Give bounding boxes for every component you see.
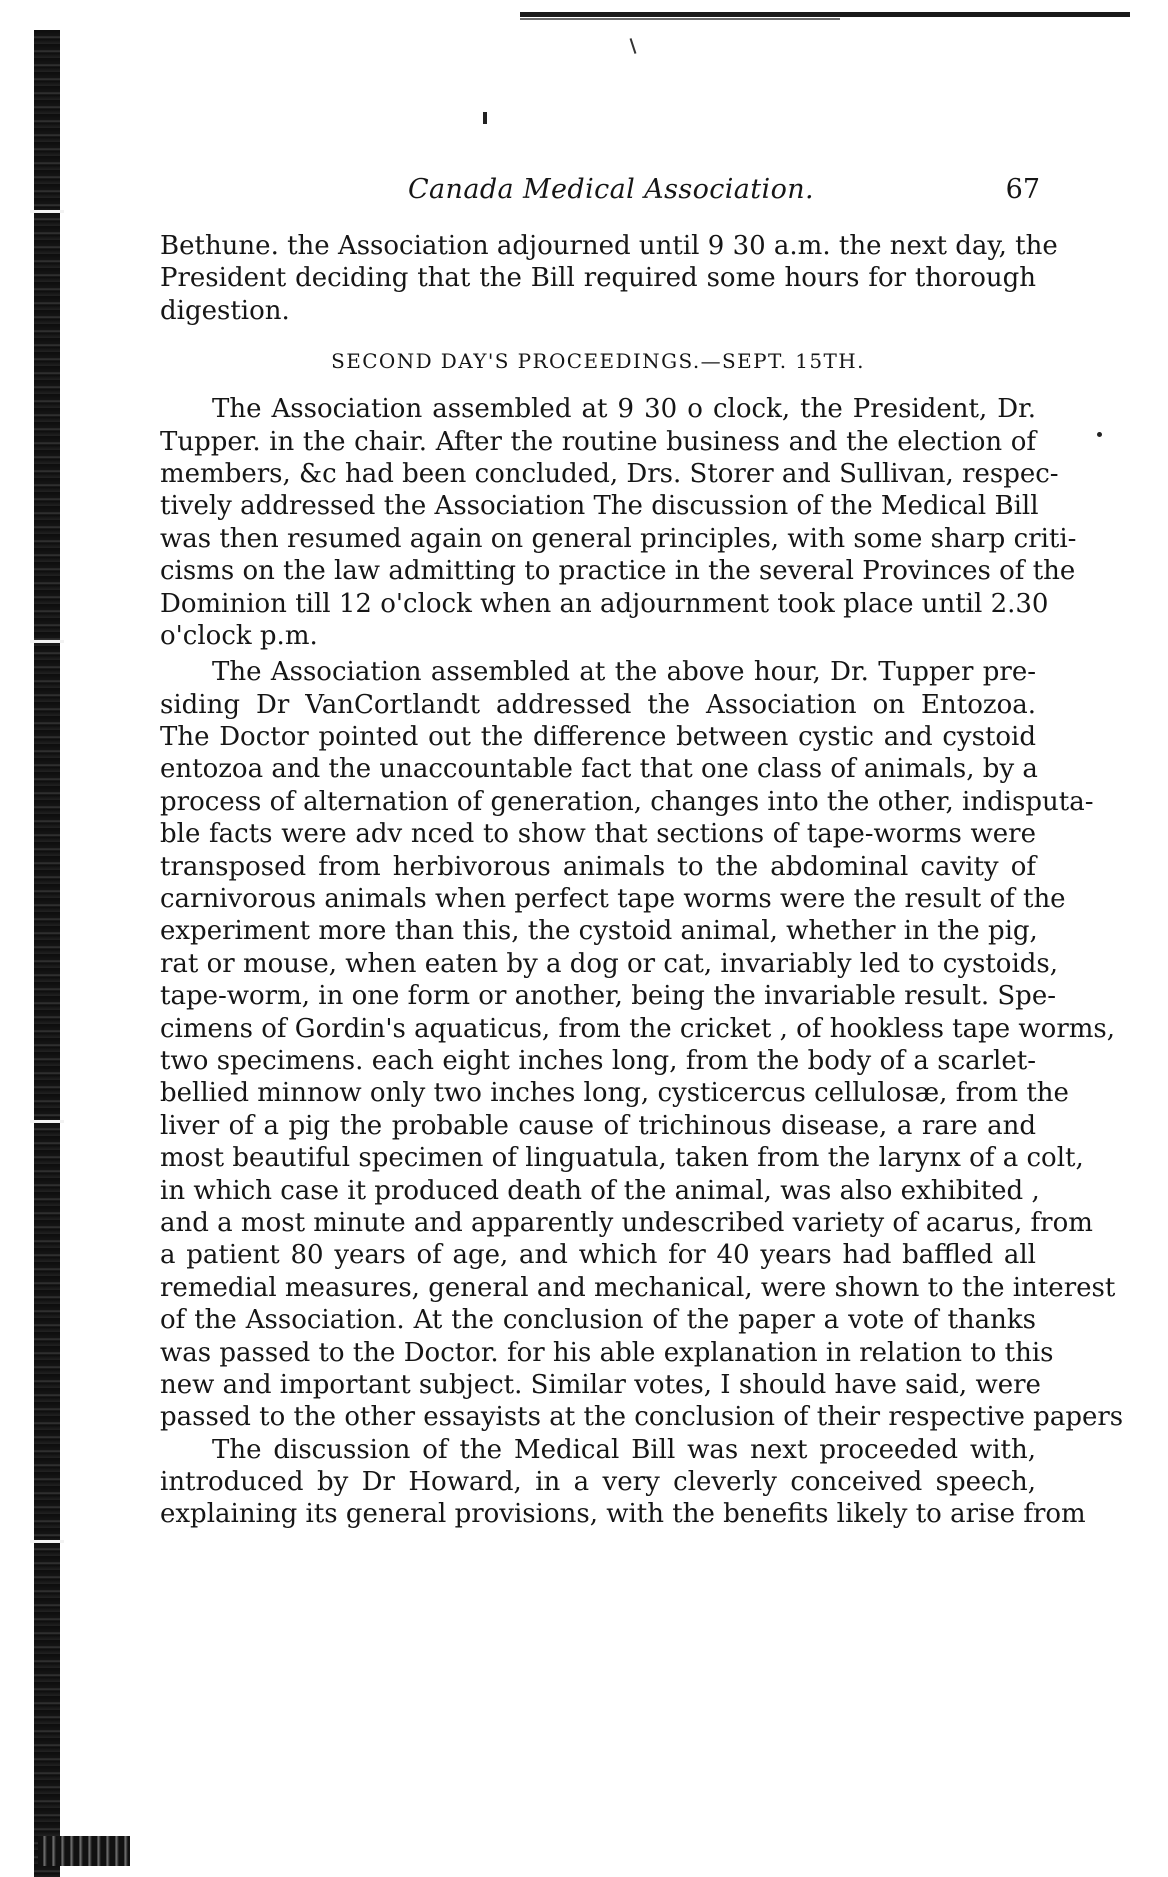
text-line: o'clock p.m. xyxy=(160,620,318,651)
body-text xyxy=(160,230,1124,1531)
running-head xyxy=(160,174,1040,214)
text-line: Bethune. the Association adjourned until 9 30 a.m. the next day, the xyxy=(160,231,1058,261)
text-line: was then resumed again on general principles, with some sharp criti- xyxy=(160,523,1077,554)
text-line: experiment more than this, the cystoid animal, whether in the pig, xyxy=(160,916,1038,947)
text-line: two specimens. each eight inches long, from the body of a scarlet- xyxy=(160,1045,1036,1076)
scan-smudge xyxy=(520,18,840,20)
text-line: digestion. xyxy=(160,295,290,326)
text-line: passed to the other essayists at the conclusion of their respective papers xyxy=(160,1402,1124,1433)
text-line: most beautiful specimen of linguatula, taken from the larynx of a colt, xyxy=(160,1143,1084,1174)
text-line: cimens of Gordin's aquaticus, from the cricket , of hookless tape worms, xyxy=(160,1013,1116,1044)
text-line: tively addressed the Association The discussion of the Medical Bill xyxy=(160,491,1039,522)
text-line: explaining its general provisions, with the benefits likely to arise from xyxy=(160,1499,1086,1530)
paragraph xyxy=(160,393,1077,652)
text-line: liver of a pig the probable cause of trichinous disease, a rare and xyxy=(160,1110,1036,1141)
binding-edge xyxy=(34,30,60,1877)
paragraph xyxy=(160,656,1124,1433)
text-line: introduced by Dr Howard, in a very cleverly conceived speech, xyxy=(160,1467,1036,1498)
text-line: The Association assembled at the above hour, Dr. Tupper pre- xyxy=(212,657,1036,688)
binding-foot xyxy=(38,1836,130,1866)
text-line: ble facts were adv nced to show that sections of tape-worms were xyxy=(160,819,1036,850)
scan-mark xyxy=(483,112,487,124)
section-heading: SECOND DAY'S PROCEEDINGS.—SEPT. 15TH. xyxy=(331,349,865,374)
text-line: cisms on the law admitting to practice in the several Provinces of the xyxy=(160,556,1076,587)
scan-mark xyxy=(630,38,637,54)
text-line: rat or mouse, when eaten by a dog or cat, invariably led to cystoids, xyxy=(160,948,1059,979)
text-line: Dominion till 12 o'clock when an adjournment took place until 2.30 xyxy=(160,588,1049,619)
text-line: entozoa and the unaccountable fact that one class of animals, by a xyxy=(160,754,1038,785)
binding-speck xyxy=(30,210,64,213)
text-line: bellied minnow only two inches long, cysticercus cellulosæ, from the xyxy=(160,1078,1069,1109)
paragraph xyxy=(160,230,1058,327)
text-line: new and important subject. Similar votes, I should have said, were xyxy=(160,1369,1041,1400)
text-line: The Association assembled at 9 30 o clock, the President, Dr. xyxy=(212,394,1036,425)
binding-speck xyxy=(30,1120,64,1123)
text-line: The discussion of the Medical Bill was next proceeded with, xyxy=(212,1434,1036,1465)
text-line: carnivorous animals when perfect tape worms were the result of the xyxy=(160,884,1066,915)
binding-speck xyxy=(30,640,64,643)
paragraph xyxy=(160,1434,1086,1531)
text-line: a patient 80 years of age, and which for 40 years had baffled all xyxy=(160,1240,1036,1271)
text-line: Tupper. in the chair. After the routine business and the election of xyxy=(160,426,1036,457)
binding-speck xyxy=(30,1540,64,1543)
text-line: The Doctor pointed out the difference between cystic and cystoid xyxy=(160,722,1036,753)
text-line: siding Dr VanCortlandt addressed the Association on Entozoa. xyxy=(160,689,1036,720)
text-line: of the Association. At the conclusion of the paper a vote of thanks xyxy=(160,1305,1036,1336)
scan-mark xyxy=(1097,432,1102,437)
scan-smudge xyxy=(520,12,1130,17)
text-line: remedial measures, general and mechanical, were shown to the interest xyxy=(160,1272,1116,1303)
text-line: was passed to the Doctor. for his able explanation in relation to this xyxy=(160,1337,1054,1368)
text-line: members, &c had been concluded, Drs. Storer and Sullivan, respec- xyxy=(160,458,1059,489)
running-title: Canada Medical Association. xyxy=(408,174,815,205)
text-line: process of alternation of generation, changes into the other, indisputa- xyxy=(160,786,1094,817)
text-line: tape-worm, in one form or another, being the invariable result. Spe- xyxy=(160,981,1056,1012)
text-line: President deciding that the Bill required some hours for thorough xyxy=(160,263,1036,294)
page-number: 67 xyxy=(1005,174,1040,205)
text-line: in which case it produced death of the animal, was also exhibited , xyxy=(160,1175,1040,1206)
text-line: transposed from herbivorous animals to the abdominal cavity of xyxy=(160,851,1036,882)
text-line: and a most minute and apparently undescribed variety of acarus, from xyxy=(160,1207,1093,1238)
